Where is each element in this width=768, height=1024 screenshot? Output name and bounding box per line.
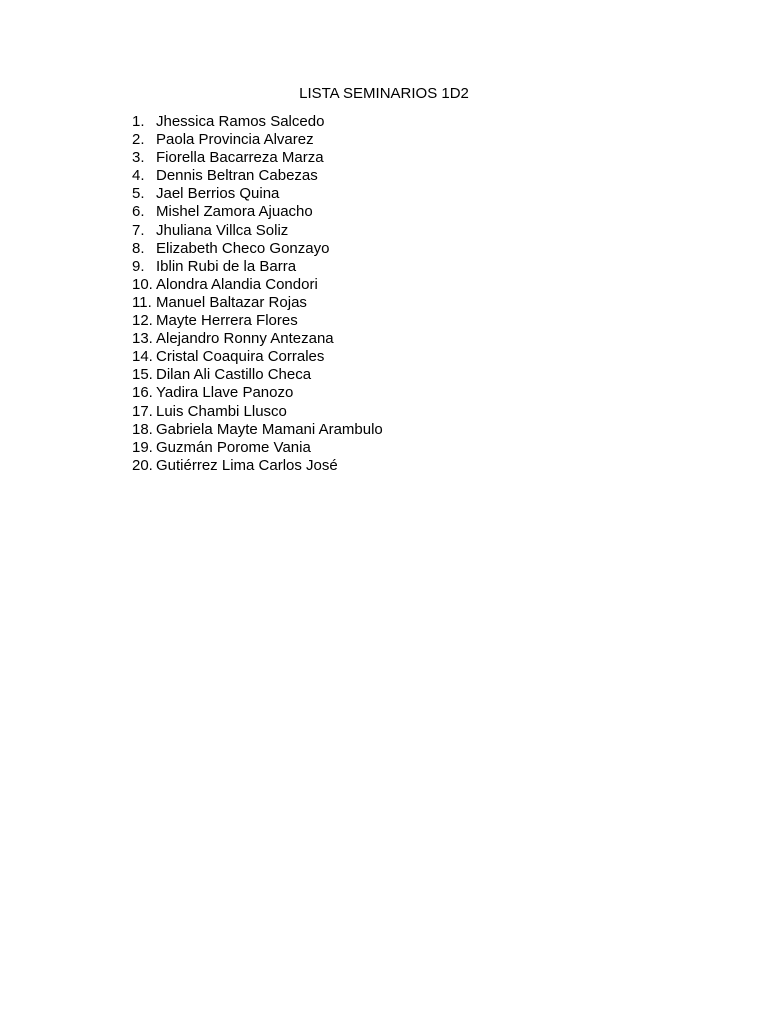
list-item [132, 240, 383, 258]
list-item-number: 4. [132, 167, 145, 185]
list-item-number: 7. [132, 221, 145, 239]
list-item-number: 15. [132, 366, 153, 384]
list-item [132, 330, 383, 348]
list-item [132, 222, 383, 240]
list-item-name: Guzmán Porome Vania [156, 438, 311, 456]
list-item-number: 9. [132, 257, 145, 275]
list-item-name: Jhessica Ramos Salcedo [156, 113, 325, 130]
list-item-name: Gutiérrez Lima Carlos José [156, 456, 338, 474]
list-item-number: 2. [132, 131, 145, 149]
list-item-name: Mishel Zamora Ajuacho [156, 203, 313, 221]
list-item [132, 384, 383, 402]
list-item-number: 16. [132, 384, 153, 402]
list-item [132, 113, 383, 131]
list-item [132, 457, 383, 475]
list-item-number: 5. [132, 185, 145, 203]
list-item [132, 294, 383, 312]
list-item-number: 12. [132, 312, 153, 330]
list-item-number: 10. [132, 275, 153, 293]
list-item-name: Cristal Coaquira Corrales [156, 348, 325, 366]
list-item-name: Jhuliana Villca Soliz [156, 221, 289, 239]
list-item-name: Luis Chambi Llusco [156, 402, 287, 420]
list-item-number: 13. [132, 330, 153, 348]
list-item [132, 131, 383, 149]
list-item-name: Dennis Beltran Cabezas [156, 167, 318, 185]
list-item-number: 14. [132, 348, 153, 366]
list-item-name: Manuel Baltazar Rojas [156, 293, 307, 311]
list-item-number: 3. [132, 149, 145, 167]
list-item-name: Mayte Herrera Flores [156, 312, 298, 330]
list-item [132, 149, 383, 167]
list-item [132, 276, 383, 294]
list-item-name: Fiorella Bacarreza Marza [156, 149, 324, 167]
list-item-number: 18. [132, 420, 153, 438]
list-item [132, 439, 383, 457]
list-item-name: Elizabeth Checo Gonzayo [156, 239, 330, 257]
list-item-name: Jael Berrios Quina [156, 185, 280, 203]
list-item-number: 19. [132, 438, 153, 456]
list-item [132, 203, 383, 221]
list-item [132, 421, 383, 439]
list-item-number: 17. [132, 402, 153, 420]
list-item-number: 20. [132, 456, 153, 474]
list-item-name: Yadira Llave Panozo [156, 384, 294, 402]
list-item [132, 366, 383, 384]
list-item-name: Alejandro Ronny Antezana [156, 330, 334, 348]
list-item-number: 1. [132, 113, 145, 130]
list-item [132, 167, 383, 185]
list-item-name: Dilan Ali Castillo Checa [156, 366, 312, 384]
page-title: LISTA SEMINARIOS 1D2 [299, 85, 469, 102]
list-item-name: Gabriela Mayte Mamani Arambulo [156, 420, 383, 438]
list-item-number: 8. [132, 239, 145, 257]
list-item-number: 6. [132, 203, 145, 221]
list-item [132, 403, 383, 421]
list-item-name: Paola Provincia Alvarez [156, 131, 314, 149]
list-item-name: Alondra Alandia Condori [156, 275, 318, 293]
list-item [132, 312, 383, 330]
list-item-number: 11. [132, 293, 152, 311]
student-list [132, 113, 383, 475]
list-item [132, 185, 383, 203]
list-item-name: Iblin Rubi de la Barra [156, 257, 297, 275]
list-item [132, 258, 383, 276]
list-item [132, 348, 383, 366]
